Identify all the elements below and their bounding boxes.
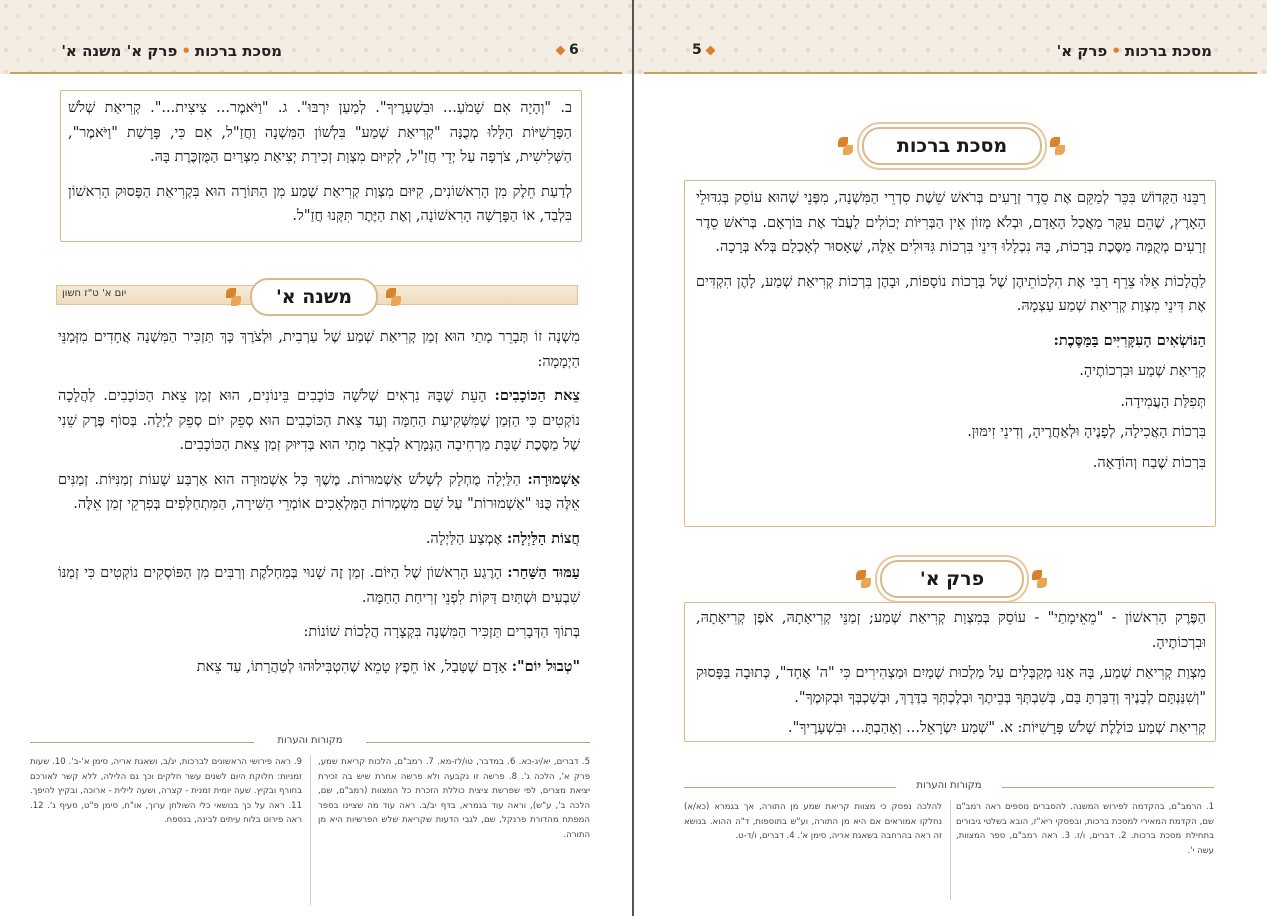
intro-text <box>696 186 1206 481</box>
page-number: 6 <box>552 42 579 58</box>
paragraph: קְרִיאַת שְׁמַע כּוֹלֶלֶת שָׁלֹשׁ פָּרָשִׁיּוֹת: א. "שְׁמַע יִשְׂרָאֵל... וְאָהַבְתָּ... וּבִשְׁעָרֶיךָ". <box>788 720 1206 736</box>
notes-column: 1. הרמב"ם, בהקדמה לפירוש המשנה. להסברים נוספים ראה רמב"ם שם, הקדמת המאירי למסכת ברכות, ובפסקי ריא"ז, הובא בשלטי גיבורים בתחילת מסכת ברכות. 2. דברים, ו/ז. 3. ראה רמב"ם, ספר המצוות, עשה י'. <box>956 802 1214 856</box>
page-header <box>634 0 1267 74</box>
notes-column: 9. ראה פירושי הראשונים לברכות, יג/ב, ושאגת אריה, סימן א'-ב'. 10. שעות זמניות: חלוקת היום לשנים עשר חלקים וכך גם הלילה, ללא קשר לאורכם בחורף ובקיץ. שעה יומית זמנית - קצרה, ושעה לילית - ארוכה, ובקיץ להיפך. 11. ראה על כך בנושאי כלי השולחן ערוך, או"ח, סימן פ"ט, סעיף ג'. 12. ראה פירוט בלוח עיתים לבינה, בנספח. <box>30 757 302 825</box>
paragraph: רַבֵּנוּ הַקָּדוֹשׁ בִּכֵּר לְמַקֵּם אֶת סֵדֶר זְרָעִים בְּרֹאשׁ שֵׁשֶׁת סִדְרֵי הַמִּשְׁנָה, מִפְּנֵי שֶׁהוּא עוֹסֵק בְּגִדּוּלֵי הָאָרֶץ, שֶׁהֵם עִקַּר מַאֲכַל הָאָדָם, וּבְלֹא מָזוֹן אֵין הַבְּרִיּוֹת יְכוֹלִים לַעֲבֹד אֶת בּוֹרְאָם. בְּרֹאשׁ סֵדֶר זְרָעִים מְקֻמָּה מַסֶּכֶת בְּרָכוֹת, בָּהּ נִכְלָלוּ דִּינֵי בִּרְכוֹת גִּדּוּלִים אֵלֶּה, שֶׁאָסוּר לְאָכְלָם בְּלֹא בְּרָכָה. <box>696 190 1206 255</box>
chapter-text <box>696 606 1206 738</box>
paragraph: צֵאת הַכּוֹכָבִים: הָעֵת שֶׁבָּהּ נִרְאִים שְׁלֹשָׁה כּוֹכָבִים בֵּינוֹנִים, הוּא זְמַן צֵאת הַכּוֹכָבִים. לַהֲלָכָה נוֹקְטִים כִּי הַזְּמַן שֶׁמִּשְּׁקִיעַת הַחַמָּה וְעַד צֵאת הַכּוֹכָבִים הוּא סְפֵק יוֹם סְפֵק לַיְלָה. בְּסוֹף פֶּרֶק שֵׁנִי שֶׁל מַסֶּכֶת שַׁבָּת מַרְחִיבָה הַגְּמָרָא לְבָאֵר מָתַי הוּא בְּדִיּוּק זְמַן צֵאת הַכּוֹכָבִים. <box>58 387 580 453</box>
paragraph: מִשְׁנָה זוֹ תְּבָרֵר מָתַי הוּא זְמַן קְרִיאַת שְׁמַע שֶׁל עַרְבִית, וּלְצֹרֶךְ כָּךְ תַּזְכִּיר הַמִּשְׁנָה אֲחָדִים מִזְּמַנֵּי הַיְמָמָה: <box>58 329 580 370</box>
day-label: יום א' ט"ז חשון <box>62 288 127 299</box>
paragraph: "טְבוּל יוֹם": אָדָם שֶׁטָּבַל, אוֹ חֵפֶץ טָמֵא שֶׁהִטְבִּילוּהוּ לְטַהֲרָתוֹ, עַד צֵאת <box>196 657 580 675</box>
paragraph: אַשְׁמוּרָה: הַלַּיְלָה מֻחְלָק לְשָׁלֹשׁ אַשְׁמוּרוֹת. מֶשֶׁךְ כָּל אַשְׁמוּרָה הוּא אַרְבַּע שָׁעוֹת זְמַנִּיּוֹת. זְמַנִּים אֵלֶּה כֻּנּוּ "אַשְׁמוּרוֹת" עַל שֵׁם מִשְׁמְרוֹת הַמַּלְאָכִים אוֹמְרֵי הַשִּׁירָה, הַמִּתְחַלְּפִים בְּפִרְקֵי זְמַן אֵלֶּה. <box>58 470 580 512</box>
ornament-icon <box>1032 570 1048 588</box>
running-title: מסכת ברכות•פרק א' <box>1056 42 1212 60</box>
topic-item: תְּפִלַּת הָעֲמִידָה. <box>1120 393 1206 410</box>
ornament-icon <box>856 570 872 588</box>
tractate-title: מסכת ברכות <box>862 127 1042 165</box>
paragraph: חֲצוֹת הַלַּיְלָה: אֶמְצַע הַלַּיְלָה. <box>425 529 580 547</box>
mishna-text <box>58 325 580 715</box>
paragraph: בְּתוֹךְ הַדְּבָרִים תַּזְכִּיר הַמִּשְׁנָה בִּקְצָרָה הֲלָכוֹת שׁוֹנוֹת: <box>303 624 580 640</box>
notes-area <box>30 755 590 905</box>
notes-title: מקורות והערות <box>684 780 1214 794</box>
topics-heading: הַנּוֹשְׂאִים הָעִקָּרִיִּים בַּמַּסֶּכֶת: <box>1053 331 1206 349</box>
ornament-icon <box>838 137 854 155</box>
notes-title: מקורות והערות <box>30 735 590 749</box>
topic-item: קְרִיאַת שְׁמַע וּבִרְכוֹתֶיהָ. <box>1079 363 1206 379</box>
intro-box-text <box>68 96 572 239</box>
page-number: 5 <box>692 42 719 58</box>
paragraph: לַהֲלָכוֹת אֵלּוּ צֵרֵף רַבִּי אֶת הִלְכוֹתֵיהֶן שֶׁל בְּרָכוֹת נוֹסָפוֹת, וּבָהֶן בִּרְכוֹת קְרִיאַת שְׁמַע, לָהֶן הִקְדִּים אֶת דִּינֵי מִצְוַת קְרִיאַת שְׁמַע עַצְמָהּ. <box>696 273 1206 314</box>
box-paragraph: ב. "וְהָיָה אִם שָׁמֹעַ... וּבִשְׁעָרֶיךָ". לְמַעַן יִרְבּוּ". ג. "וַיֹּאמֶר... צִיצִית...". קְרִיאַת שְׁלֹשׁ הַפָּרָשִׁיּוֹת הַלָּלוּ מְכֻנָּה "קְרִיאַת שְׁמַע" בִּלְשׁוֹן הַמִּשְׁנָה וַחֲזַ"ל, אִם כִּי, פָּרָשַׁת "וַיֹּאמֶר", הַשְּׁלִישִׁית, צֹרְפָה עַל יְדֵי חֲזַ"ל, לְקִיּוּם מִצְוַת זְכִירַת יְצִיאַת מִצְרַיִם הַמֻּזְכֶּרֶת בָּהּ. <box>68 100 572 165</box>
ornament-icon <box>226 288 242 306</box>
right-page <box>634 0 1267 916</box>
notes-column: 5. דברים, יא/יג-כא. 6. במדבר, טו/לז-מא. 7. רמב"ם, הלכות קריאת שמע, פרק א', הלכה ג'. 8. פרשה זו נקבעה ולא פרשה אחרת שיש בה זכירת יציאת מצרים, לפי שפרשת ציצית כוללת הזכרת כל המצוות (רמב"ם, שם, הלכה ב', ע"ש), וראה עוד בגמרא, בדף יב/ב. ראה עוד מה שציינו בספר המפתח מהדורת פרנקל, שם, לגבי הדעות שקריאת שלש הפרשיות היא מן התורה. <box>318 757 590 840</box>
paragraph: מִצְוַת קְרִיאַת שְׁמַע, בָּהּ אָנוּ מְקַבְּלִים עַל מַלְכוּת שָׁמַיִם וּמַצְהִירִים כִּי "ה' אֶחָד", כְּתוּבָה בַּפָּסוּק "וְשִׁנַּנְתָּם לְבָנֶיךָ וְדִבַּרְתָּ בָּם, בְּשִׁבְתְּךָ בְּבֵיתֶךָ וּבְלֶכְתְּךָ בַדֶּרֶךְ, וּבְשָׁכְבְּךָ וּבְקוּמֶךָ". <box>696 665 1206 706</box>
topic-item: בִּרְכוֹת שֶׁבַח וְהוֹדָאָה. <box>1092 454 1206 471</box>
topic-item: בִּרְכוֹת הָאֲכִילָה, לְפָנֶיהָ וּלְאַחֲרֶיהָ, וְדִינֵי זִימּוּן. <box>967 424 1206 440</box>
paragraph: עַמּוּד הַשַּׁחַר: הָרֶגַע הָרִאשׁוֹן שֶׁל הַיּוֹם. זְמַן זֶה שָׁנוּי בְּמַחְלֹקֶת וְרַבִּים מִן הַפּוֹסְקִים נוֹקְטִים כִּי זְמַנּוֹ שִׁבְעִים וּשְׁתַּיִם דַּקּוֹת לִפְנֵי זְרִיחַת הַחַמָּה. <box>58 564 580 606</box>
running-title: מסכת ברכות•פרק א' משנה א' <box>61 42 282 60</box>
paragraph: הַפֶּרֶק הָרִאשׁוֹן - "מֵאֵימָתַי" - עוֹסֵק בְּמִצְוַת קְרִיאַת שְׁמַע; זְמַנֵּי קְרִיאָתָהּ, אֹפֶן קְרִיאָתָהּ, וּבִרְכוֹתֶיהָ. <box>696 610 1206 651</box>
left-page <box>0 0 633 916</box>
box-paragraph: לְדַעַת חֵלֶק מִן הָרִאשׁוֹנִים, קִיּוּם מִצְוַת קְרִיאַת שְׁמַע מִן הַתּוֹרָה הוּא בִּקְרִיאַת הַפָּסוּק הָרִאשׁוֹן בִּלְבַד, אוֹ הַפָּרָשָׁה הָרִאשׁוֹנָה, וְאֶת הַיֶּתֶר תִּקְּנוּ חֲזַ"ל. <box>68 183 572 224</box>
mishna-title: משנה א' <box>250 278 378 316</box>
notes-column: להלכה נפסק כי מצוות קריאת שמע מן התורה, אך בגמרא (כא/א) נחלקו אמוראים אם היא מן התורה, וע"ש בתוספות, ד"ה ההוא. בנושא זה ראה בהרחבה בשאגת אריה, סימן א'. 4. דברים, ו/ד-ט. <box>684 802 942 841</box>
notes-area <box>684 800 1214 900</box>
chapter-title: פרק א' <box>880 560 1024 598</box>
page-header <box>0 0 632 74</box>
ornament-icon <box>386 288 402 306</box>
ornament-icon <box>1050 137 1066 155</box>
